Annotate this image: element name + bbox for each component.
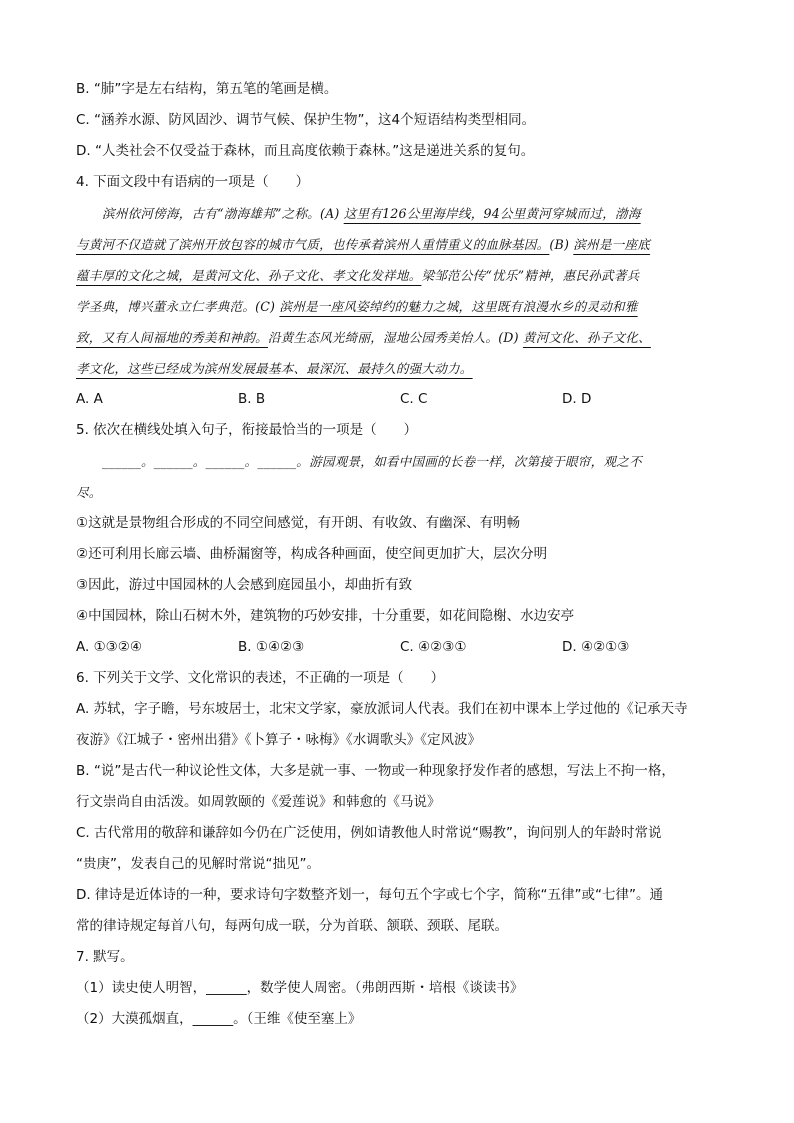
q5-item: ①这就是景物组合形成的不同空间感觉，有开朗、有收敛、有幽深、有明畅	[76, 515, 521, 531]
passage-underlined-c: 滨州是一座风姿绰约的魅力之城，这里既有浪漫水乡的灵动和雅	[279, 299, 638, 314]
q7-item: （1）读史使人明智，______，数学使人周密。（弗朗西斯・培根《谈读书》	[76, 980, 524, 996]
q4-passage	[76, 198, 726, 384]
q3-option-c: C. “涵养水源、防风固沙、调节气候、保护生物”，这4个短语结构类型相同。	[76, 112, 536, 128]
q4-passage-line	[76, 353, 726, 384]
q5-item: ④中国园林，除山石树木外，建筑物的巧妙安排，十分重要，如花间隐榭、水边安亭	[76, 608, 575, 624]
q5-options	[76, 632, 726, 663]
passage-underlined-b: 滨州是一座底	[573, 237, 651, 252]
q6-option-a: A. 苏轼，字子瞻，号东坡居士，北宋文学家，豪放派词人代表。我们在初中课本上学过他的《记承天寺	[76, 701, 688, 717]
passage-text: 梁邹范公传“忧乐”精神，惠民孙武著兵	[421, 268, 640, 283]
passage-text: (B)	[549, 237, 574, 252]
q7-stem: 7. 默写。	[76, 949, 134, 965]
passage-underlined-c: 致，又有人间福地的秀美和神韵。	[76, 330, 268, 345]
q4-passage-line	[76, 291, 726, 322]
q5-option-d[interactable]: D. ④②①③	[562, 639, 630, 655]
q5-option-c[interactable]: C. ④②③①	[400, 639, 467, 655]
q5-option-b[interactable]: B. ①④②③	[238, 639, 305, 655]
passage-text: 沿黄生态风光绮丽，湿地公园秀美怡人。(D)	[267, 330, 523, 345]
q5-stem: 5. 依次在横线处填入句子，衔接最恰当的一项是（ ）	[76, 422, 418, 438]
q5-passage-line	[76, 446, 726, 477]
q4-option-c[interactable]: C. C	[400, 391, 428, 407]
q4-option-b[interactable]: B. B	[238, 391, 266, 407]
passage-underlined-a: 这里有126公里海岸线，94公里黄河穿城而过，渤海	[343, 206, 641, 221]
q4-option-d[interactable]: D. D	[562, 391, 592, 407]
q5-item: ②还可利用长廊云墙、曲桥漏窗等，构成各种画面，使空间更加扩大，层次分明	[76, 546, 548, 562]
exam-page	[76, 74, 726, 1035]
q5-passage-end: 尽。	[76, 485, 102, 500]
passage-text: 学圣典，博兴董永立仁孝典范。(C)	[76, 299, 280, 314]
passage-text: 滨州依河傍海，古有“渤海雄邦”之称。(A)	[102, 206, 344, 221]
q6-option-d: D. 律诗是近体诗的一种，要求诗句字数整齐划一，每句五个字或七个字，简称“五律”或“七律”。通	[76, 887, 663, 903]
q4-passage-line	[76, 198, 726, 229]
q4-stem: 4. 下面文段中有语病的一项是（ ）	[76, 174, 310, 190]
q6-option-b: B. “说”是古代一种议论性文体，大多是就一事、一物或一种现象抒发作者的感想，写法上不拘一格，	[76, 763, 675, 779]
q4-option-a[interactable]: A. A	[76, 391, 103, 407]
passage-underlined-d: 孝文化，这些已经成为滨州发展最基本、最深沉、最持久的强大动力。	[76, 361, 473, 376]
q4-passage-line	[76, 260, 726, 291]
passage-underlined-a: 与黄河不仅造就了滨州开放包容的城市气质，也传承着滨州人重情重义的血脉基因。	[76, 237, 550, 252]
q4-passage-line	[76, 322, 726, 353]
q6-option-b-cont: 行文崇尚自由活泼。如周敦颐的《爱莲说》和韩愈的《马说》	[76, 794, 441, 810]
passage-underlined-b: 蕴丰厚的文化之城，是黄河文化、孙子文化、孝文化发祥地。	[76, 268, 422, 283]
q3-option-d: D. “人类社会不仅受益于森林，而且高度依赖于森林。”这是递进关系的复句。	[76, 143, 535, 159]
q5-passage-text: 游园观景，如看中国画的长卷一样，次第接于眼帘，观之不	[309, 454, 642, 469]
passage-underlined-d: 黄河文化、孙子文化、	[522, 330, 651, 345]
q6-option-c: C. 古代常用的敬辞和谦辞如今仍在广泛使用，例如请教他人时常说“赐教”，询问别人的年龄时常说	[76, 825, 662, 841]
q7-item: （2）大漠孤烟直，______。（王维《使至塞上》	[76, 1011, 362, 1027]
q5-option-a[interactable]: A. ①③②④	[76, 639, 142, 655]
q5-item: ③因此，游过中国园林的人会感到庭园虽小，却曲折有致	[76, 577, 413, 593]
q4-passage-line	[76, 229, 726, 260]
q6-option-c-cont: “贵庚”，发表自己的见解时常说“拙见”。	[76, 856, 320, 872]
q5-blanks: ______。______。______。______。	[102, 454, 310, 469]
q3-option-b: B. “肺”字是左右结构，第五笔的笔画是横。	[76, 81, 338, 97]
q6-stem: 6. 下列关于文学、文化常识的表述，不正确的一项是（ ）	[76, 670, 445, 686]
q6-option-d-cont: 常的律诗规定每首八句，每两句成一联，分为首联、颔联、颈联、尾联。	[76, 918, 508, 934]
q6-option-a-cont: 夜游》《江城子・密州出猎》《卜算子・咏梅》《水调歌头》《定风波》	[76, 732, 481, 748]
q4-options	[76, 384, 726, 415]
